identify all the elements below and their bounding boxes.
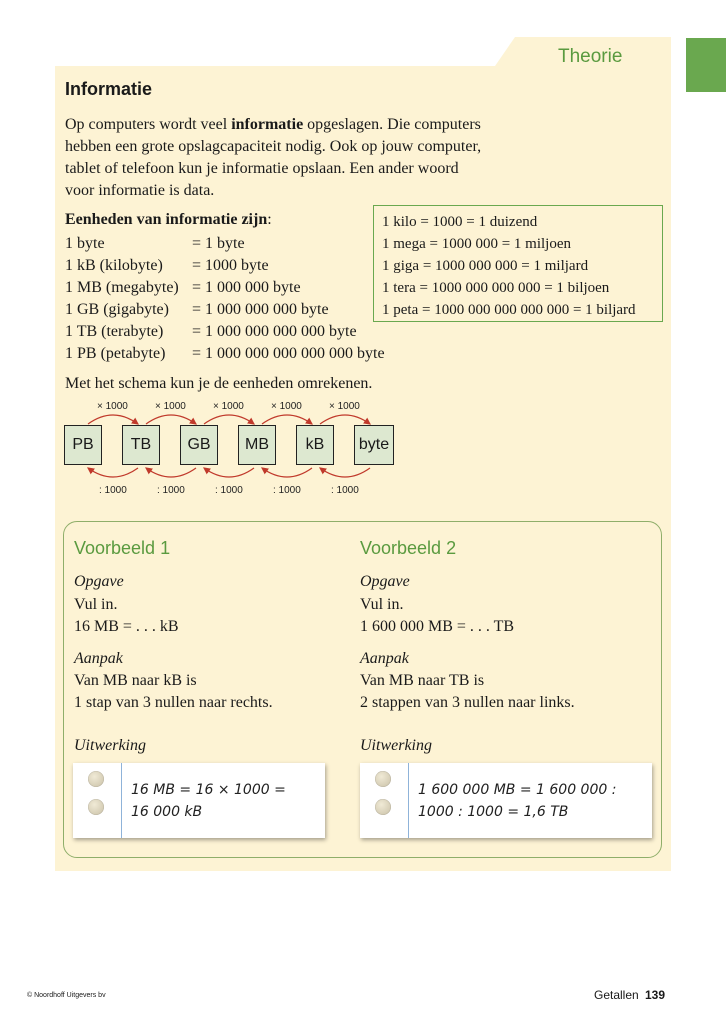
unit-box-pb: PB [64, 425, 102, 465]
intro-rest: opgeslagen. Die computers hebben een grote opslagcapaciteit nodig. Ook op jouw computer, tablet of telefoon kun je informatie opslaan. Een ander woord voor informatie is data. [65, 116, 482, 199]
section-label: Theorie [558, 46, 623, 67]
intro-paragraph [65, 114, 485, 202]
example-2-opgave-label: Opgave [360, 573, 410, 590]
example-2-note-card [360, 763, 652, 838]
divide-arrow [146, 468, 196, 477]
example-2-aanpak-line: Van MB naar TB is [360, 672, 485, 689]
example-1-opgave-line: Vul in. [74, 596, 118, 613]
multiply-label: × 1000 [97, 401, 128, 412]
example-2-aanpak-label: Aanpak [360, 650, 409, 667]
multiply-label: × 1000 [155, 401, 186, 412]
binder-hole [375, 771, 391, 787]
multiply-arrow [146, 415, 196, 424]
example-1-title: Voorbeeld 1 [74, 538, 171, 558]
unit-row: 1 TB (terabyte) = 1 000 000 000 000 byte [65, 323, 357, 340]
multiply-arrow [88, 415, 138, 424]
section-tab [686, 38, 726, 92]
example-2-opgave-line: Vul in. [360, 596, 404, 613]
schema-intro: Met het schema kun je de eenheden omrekenen. [65, 375, 373, 392]
example-2-aanpak-line: 2 stappen van 3 nullen naar links. [360, 694, 575, 711]
units-title: Eenheden van informatie zijn: [65, 211, 272, 228]
example-1-uitwerking-label: Uitwerking [74, 737, 146, 754]
intro-emphasis: informatie [231, 116, 304, 133]
binder-hole [88, 799, 104, 815]
multiply-label: × 1000 [271, 401, 302, 412]
footer-chapter: Getallen [594, 988, 639, 1002]
example-1-opgave-line: 16 MB = . . . kB [74, 618, 179, 635]
intro-prefix: Op computers wordt veel [65, 116, 232, 133]
prefix-box [373, 205, 663, 322]
multiply-arrow [262, 415, 312, 424]
note-margin-line [408, 763, 409, 838]
page-title: Informatie [65, 79, 153, 99]
binder-hole [88, 771, 104, 787]
prefix-line: 1 giga = 1000 000 000 = 1 miljard [382, 258, 589, 274]
unit-row: 1 kB (kilobyte) = 1000 byte [65, 257, 269, 274]
multiply-arrow [320, 415, 370, 424]
divide-arrow [262, 468, 312, 477]
divide-arrow [320, 468, 370, 477]
example-1-solution: 16 MB = 16 × 1000 = 16 000 kB [131, 782, 286, 820]
example-1-aanpak-line: 1 stap van 3 nullen naar rechts. [74, 694, 273, 711]
prefix-line: 1 mega = 1000 000 = 1 miljoen [382, 236, 571, 252]
prefix-line: 1 kilo = 1000 = 1 duizend [382, 214, 538, 230]
unit-box-byte: byte [354, 425, 394, 465]
unit-row: 1 MB (megabyte) = 1 000 000 byte [65, 279, 301, 296]
example-2-solution: 1 600 000 MB = 1 600 000 : 1000 : 1000 = 1,6 TB [418, 782, 617, 820]
prefix-line: 1 tera = 1000 000 000 000 = 1 biljoen [382, 280, 610, 296]
unit-row: 1 GB (gigabyte) = 1 000 000 000 byte [65, 301, 329, 318]
unit-row: 1 byte = 1 byte [65, 235, 245, 252]
example-1-aanpak-label: Aanpak [74, 650, 123, 667]
unit-box-gb: GB [180, 425, 218, 465]
divide-label: : 1000 [331, 485, 359, 496]
unit-box-tb: TB [122, 425, 160, 465]
divide-label: : 1000 [99, 485, 127, 496]
prefix-line: 1 peta = 1000 000 000 000 000 = 1 biljard [382, 302, 636, 318]
unit-row: 1 PB (petabyte) = 1 000 000 000 000 000 byte [65, 345, 385, 362]
divide-arrow [88, 468, 138, 477]
binder-hole [375, 799, 391, 815]
divide-label: : 1000 [273, 485, 301, 496]
multiply-label: × 1000 [213, 401, 244, 412]
unit-box-mb: MB [238, 425, 276, 465]
example-1-opgave-label: Opgave [74, 573, 124, 590]
example-2-title: Voorbeeld 2 [360, 538, 457, 558]
footer-copyright: © Noordhoff Uitgevers bv [27, 992, 106, 999]
note-margin-line [121, 763, 122, 838]
footer-page-number: 139 [645, 988, 666, 1002]
example-2-opgave-line: 1 600 000 MB = . . . TB [360, 618, 515, 635]
example-2-uitwerking-label: Uitwerking [360, 737, 432, 754]
unit-box-kb: kB [296, 425, 334, 465]
divide-label: : 1000 [157, 485, 185, 496]
divide-arrow [204, 468, 254, 477]
divide-label: : 1000 [215, 485, 243, 496]
multiply-arrow [204, 415, 254, 424]
example-1-aanpak-line: Van MB naar kB is [74, 672, 197, 689]
multiply-label: × 1000 [329, 401, 360, 412]
example-1-note-card [73, 763, 325, 838]
